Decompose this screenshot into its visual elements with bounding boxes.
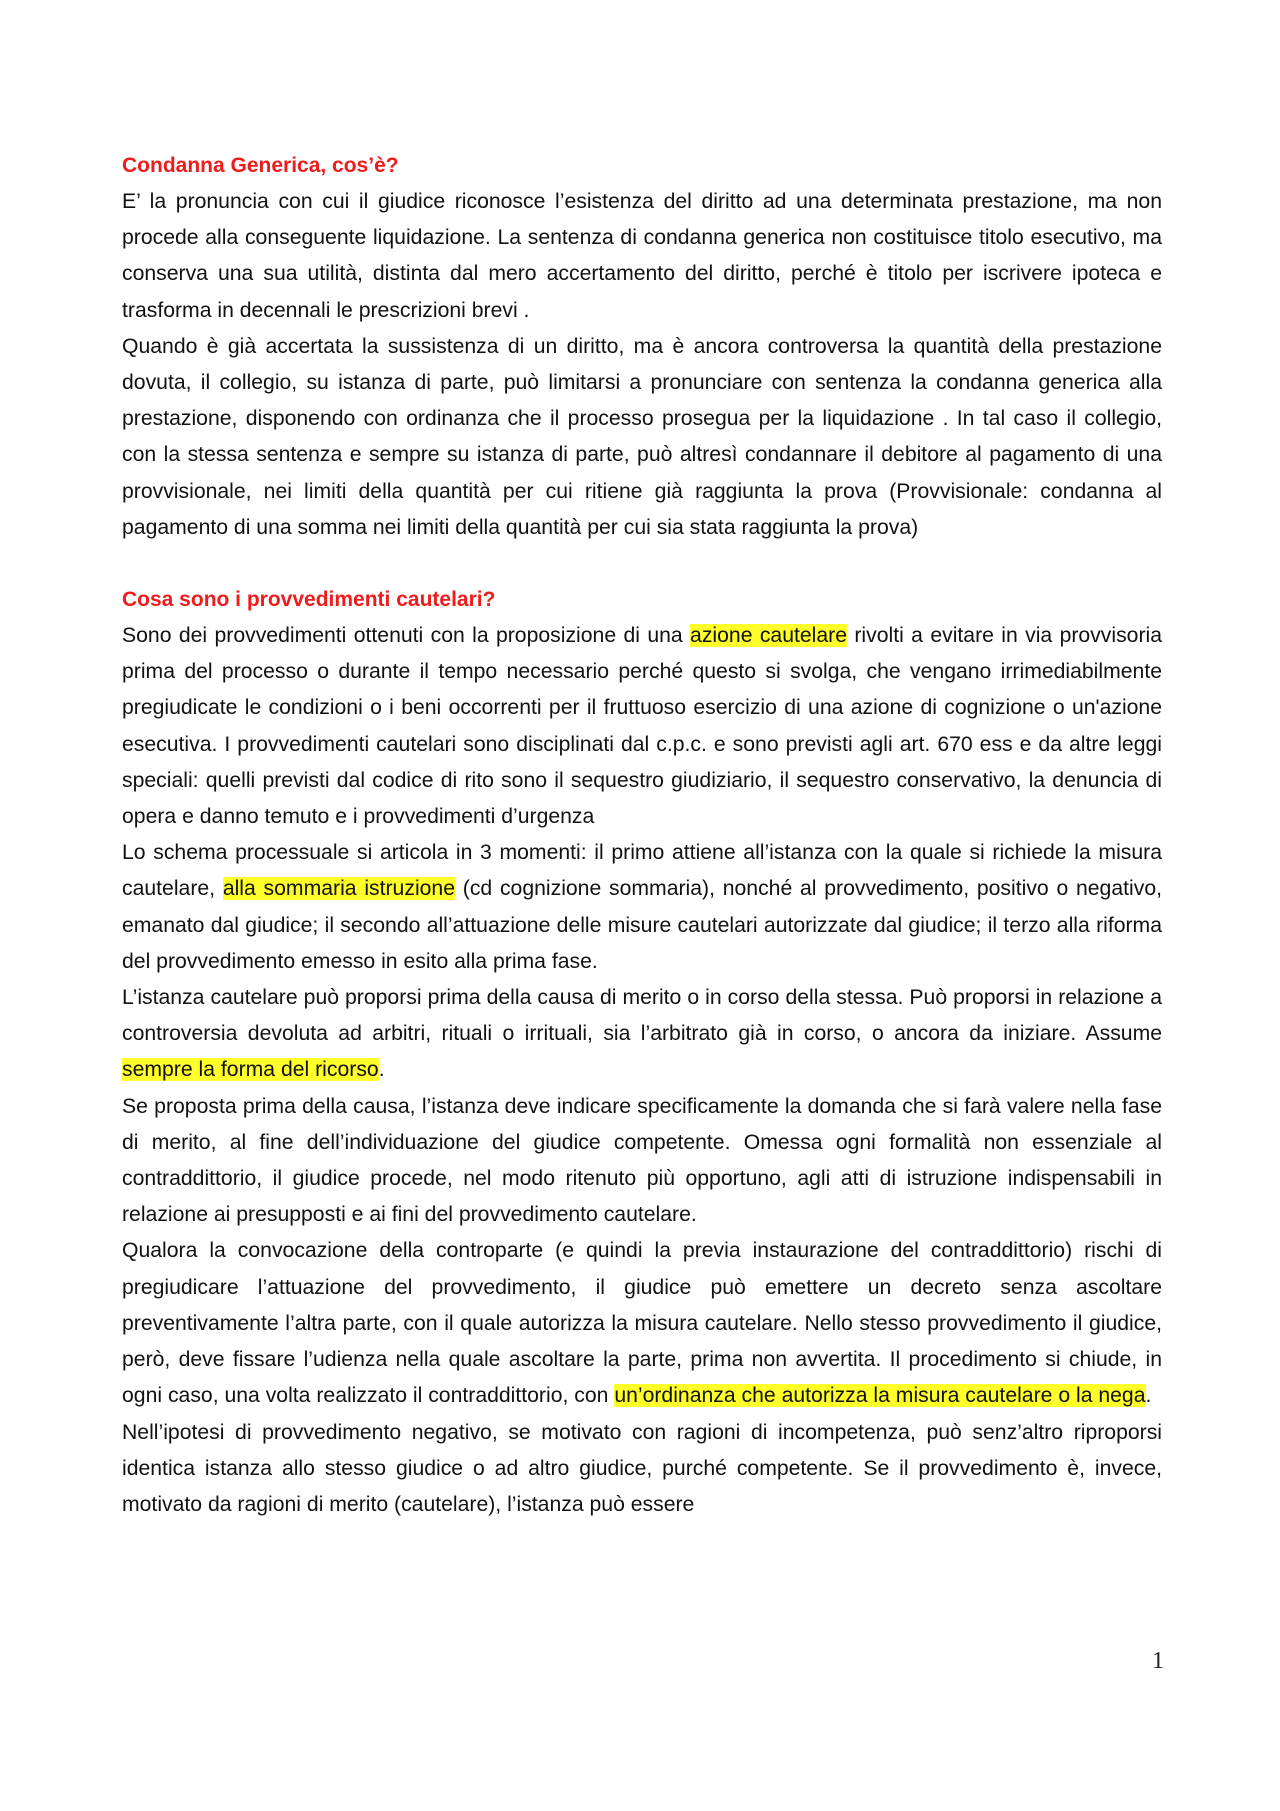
section-heading-condanna-generica: Condanna Generica, cos’è? (122, 154, 399, 177)
paragraph (122, 1233, 1162, 1414)
text-run: . (1145, 1384, 1152, 1408)
text-run: Qualora la convocazione della controparte (e quindi la previa instaurazione del contraddittorio) rischi di pregiudicare l’attuazione del provvedimento, il giudice può emettere un decreto senza ascoltare preventivamente l’altra parte, con il quale autorizza la misura cautelare. Nello stesso provvedimento il giudice, però, deve fissare l’udienza nella quale ascoltare la parte, prima non avvertita. Il procedimento si chiude, in ogni caso, una volta realizzato il contraddittorio, con (122, 1239, 1162, 1408)
text-run: Lo schema processuale si articola in 3 momenti: il primo attiene all’istanza con la quale si richiede la misura cautelare, (122, 841, 1162, 901)
text-run: rivolti a evitare in via provvisoria prima del processo o durante il tempo necessario perché questo si svolga, che vengano irrimediabilmente pregiudicate le condizioni o i beni occorrenti per il fruttuoso esercizio di una azione di cognizione o un'azione esecutiva. I provvedimenti cautelari sono disciplinati dal c.p.c. e sono previsti agli art. 670 ess e da altre leggi speciali: quelli previsti dal codice di rito sono il sequestro giudiziario, il sequestro conservativo, la denuncia di opera e danno temuto e i provvedimenti d’urgenza (122, 624, 1163, 829)
highlighted-text: azione cautelare (690, 624, 848, 648)
paragraph: Se proposta prima della causa, l’istanza deve indicare specificamente la domanda che si farà valere nella fase di merito, al fine dell’individuazione del giudice competente. Omessa ogni formalità non essenziale al contraddittorio, il giudice procede, nel modo ritenuto più opportuno, agli atti di istruzione indispensabili in relazione ai presupposti e ai fini del provvedimento cautelare. (122, 1094, 1162, 1227)
paragraph (122, 618, 1162, 835)
paragraph: E’ la pronuncia con cui il giudice riconosce l’esistenza del diritto ad una determinata prestazione, ma non procede alla conseguente liquidazione. La sentenza di condanna generica non costituisce titolo esecutivo, ma conserva una sua utilità, distinta dal mero accertamento del diritto, perché è titolo per iscrivere ipoteca e trasforma in decennali le prescrizioni brevi . (122, 190, 1162, 322)
highlighted-text: sempre la forma del ricorso (122, 1058, 379, 1082)
section-heading-provvedimenti-cautelari: Cosa sono i provvedimenti cautelari? (122, 588, 496, 612)
page-number: 1 (1152, 1648, 1164, 1674)
text-run: Sono dei provvedimenti ottenuti con la proposizione di una (122, 624, 691, 648)
highlighted-text: alla sommaria istruzione (222, 877, 455, 901)
paragraph: Quando è già accertata la sussistenza di un diritto, ma è ancora controversa la quantità della prestazione dovuta, il collegio, su istanza di parte, può limitarsi a pronunciare con sentenza la condanna generica alla prestazione, disponendo con ordinanza che il processo prosegua per la liquidazione . In tal caso il collegio, con la stessa sentenza e sempre su istanza di parte, può altresì condannare il debitore al pagamento di una provvisionale, nei limiti della quantità per cui ritiene già raggiunta la prova (Provvisionale: condanna al pagamento di una somma nei limiti della quantità per cui sia stata raggiunta la prova) (122, 334, 1162, 539)
highlighted-text: un’ordinanza che autorizza la misura cautelare o la nega (614, 1384, 1146, 1408)
paragraph (122, 980, 1162, 1089)
paragraph: Nell’ipotesi di provvedimento negativo, se motivato con ragioni di incompetenza, può senz’altro riproporsi identica istanza allo stesso giudice o ad altro giudice, purché competente. Se il provvedimento è, invece, motivato da ragioni di merito (cautelare), l’istanza può essere (122, 1420, 1162, 1516)
text-run: . (378, 1058, 385, 1082)
spacer (122, 546, 1162, 582)
text-run: L’istanza cautelare può proporsi prima della causa di merito o in corso della stessa. Può proporsi in relazione a controversia devoluta ad arbitri, rituali o irrituali, sia l’arbitrato già in corso, o ancora da iniziare. Assume (122, 986, 1162, 1046)
paragraph (122, 835, 1162, 980)
page-content (122, 148, 1162, 1523)
text-run: (cd cognizione sommaria), nonché al provvedimento, positivo o negativo, emanato dal giudice; il secondo all’attuazione delle misure cautelari autorizzate dal giudice; il terzo alla riforma del provvedimento emesso in esito alla prima fase. (122, 877, 1162, 973)
